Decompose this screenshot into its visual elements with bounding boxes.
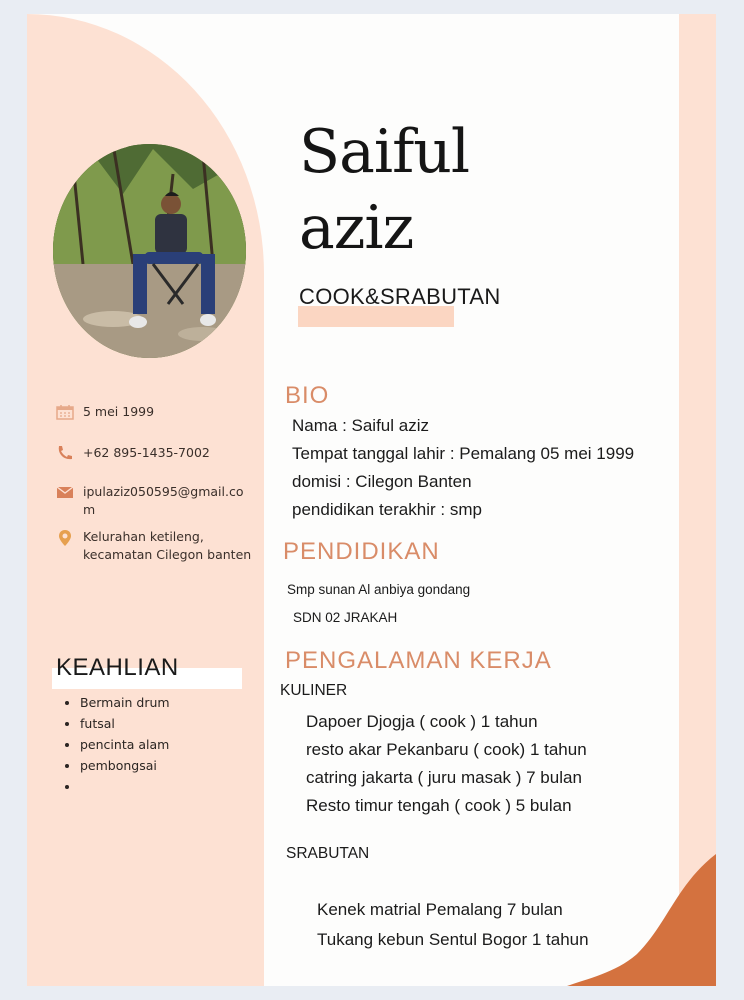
email-line-2: m xyxy=(83,502,96,517)
phone-text[interactable]: +62 895-1435-7002 xyxy=(83,445,210,460)
skill-item: • futsal xyxy=(80,713,170,734)
address-text xyxy=(83,528,253,564)
srabutan-item: Kenek matrial Pemalang 7 bulan xyxy=(317,900,563,919)
srabutan-item: Tukang kebun Sentul Bogor 1 tahun xyxy=(317,930,589,949)
education-line: Smp sunan Al anbiya gondang xyxy=(287,582,471,597)
kuliner-label: KULINER xyxy=(280,682,348,699)
full-name xyxy=(299,114,469,266)
education-title: PENDIDIKAN xyxy=(283,538,440,565)
calendar-icon xyxy=(56,404,74,420)
srabutan-label: SRABUTAN xyxy=(286,845,370,862)
skills-list xyxy=(56,692,170,797)
bio-section xyxy=(292,412,634,524)
skill-item: • Bermain drum xyxy=(80,692,170,713)
skill-item: • pembongsai xyxy=(80,755,170,776)
right-accent-strip xyxy=(679,14,716,986)
education-section xyxy=(287,576,470,632)
srabutan-list xyxy=(317,895,589,955)
birthday-text: 5 mei 1999 xyxy=(83,404,155,419)
email-line-1: ipulaziz050595@gmail.co xyxy=(83,484,244,499)
bio-line: pendidikan terakhir : smp xyxy=(292,500,482,519)
skill-item: • pencinta alam xyxy=(80,734,170,755)
email-icon xyxy=(56,484,74,500)
skills-title: KEAHLIAN xyxy=(56,654,179,681)
location-icon xyxy=(56,529,74,547)
kuliner-item: resto akar Pekanbaru ( cook) 1 tahun xyxy=(306,740,587,759)
job-role: COOK&SRABUTAN xyxy=(299,284,501,309)
kuliner-item: Resto timur tengah ( cook ) 5 bulan xyxy=(306,796,572,815)
phone-icon xyxy=(56,445,74,461)
first-name: Saiful xyxy=(299,117,470,187)
address-line-2: kecamatan Cilegon banten xyxy=(83,547,252,562)
corner-decoration xyxy=(567,854,716,986)
address-line-1: Kelurahan ketileng, xyxy=(83,529,204,544)
kuliner-item: Dapoer Djogja ( cook ) 1 tahun xyxy=(306,712,538,731)
bio-line: Nama : Saiful aziz xyxy=(292,416,429,435)
resume-page xyxy=(27,14,716,986)
experience-title: PENGALAMAN KERJA xyxy=(285,647,552,674)
bio-line: Tempat tanggal lahir : Pemalang 05 mei 1999 xyxy=(292,444,635,463)
kuliner-list xyxy=(306,708,587,820)
kuliner-item: catring jakarta ( juru masak ) 7 bulan xyxy=(306,768,582,787)
education-line: SDN 02 JRAKAH xyxy=(293,610,398,625)
last-name: aziz xyxy=(299,193,414,263)
bio-title: BIO xyxy=(285,382,330,409)
profile-photo xyxy=(53,144,246,358)
skill-item xyxy=(80,776,170,797)
email-text[interactable] xyxy=(83,483,253,519)
bio-line: domisi : Cilegon Banten xyxy=(292,472,472,491)
